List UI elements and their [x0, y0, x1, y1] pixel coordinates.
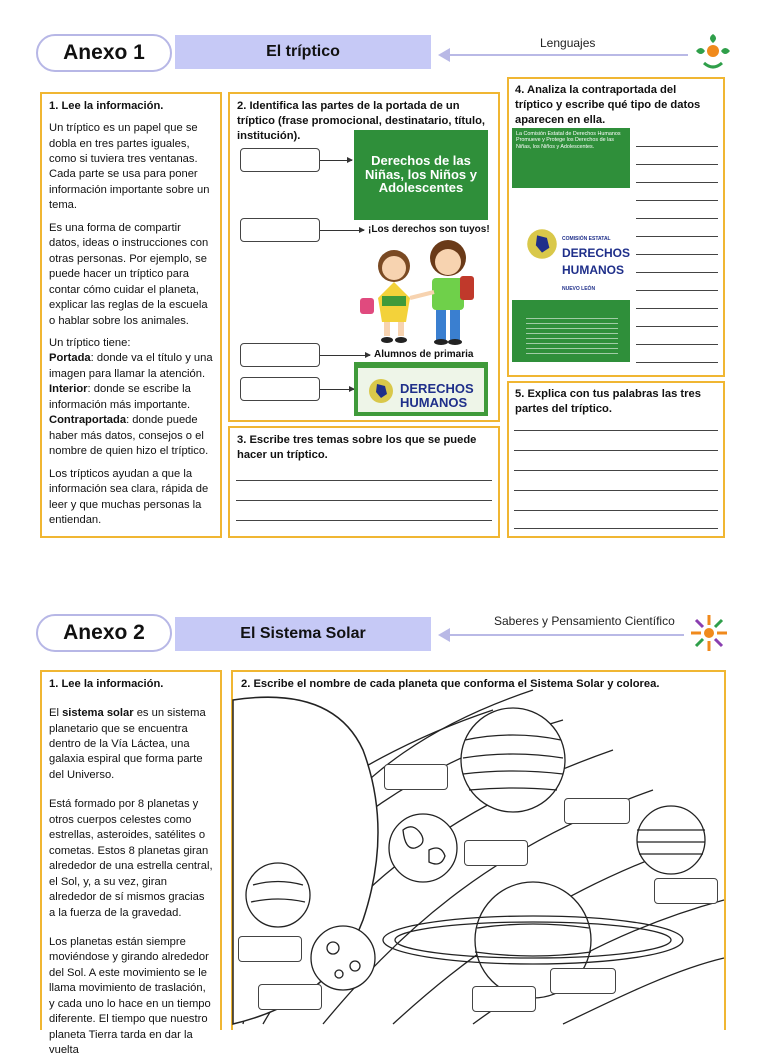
answer-line[interactable]: [514, 490, 718, 491]
answer-box-title[interactable]: [240, 148, 320, 172]
a2-box1-title: 1. Lee la información.: [49, 678, 164, 690]
box5-title: 5. Explica con tus palabras las tres partes del tríptico.: [515, 388, 701, 416]
children-illustration-icon: [356, 236, 486, 350]
mars-shape: [246, 863, 310, 927]
box1-title: 1. Lee la información.: [49, 100, 164, 112]
back-cover-green-panel: [512, 128, 630, 188]
planet-name-box[interactable]: [654, 878, 718, 904]
box2-title: 2. Identifica las partes de la portada de un tríptico (frase promocional, destinatario, título, institución).: [237, 100, 486, 143]
planet-name-box[interactable]: [564, 798, 630, 824]
venus-shape: [311, 926, 375, 990]
parts-intro: Un tríptico tiene:: [49, 337, 131, 349]
answer-line[interactable]: [236, 480, 492, 481]
annex1-box1: [40, 92, 222, 538]
part-term-portada: Portada: [49, 352, 91, 365]
earth-shape: [389, 814, 457, 882]
cover-title-panel: [354, 130, 488, 220]
answer-line[interactable]: [514, 470, 718, 471]
annex2-field: Saberes y Pensamiento Científico: [494, 614, 675, 628]
answer-line[interactable]: [636, 182, 718, 183]
part-text-contraportada: : donde puede haber más datos, consejos o el nombre de quien hizo el tríptico.: [49, 414, 209, 458]
box1-parts: [49, 336, 213, 460]
box1-paragraph-1: Un tríptico es un papel que se dobla en tres partes iguales, como si tuviera tres ventanas. Cada parte se usa para poner información importante sobre un tema.: [49, 122, 210, 212]
back-cover-logo: [562, 228, 630, 295]
answer-line[interactable]: [636, 254, 718, 255]
uranus-shape: [637, 806, 705, 874]
nuevo-leon-map-icon: [368, 378, 394, 404]
answer-line[interactable]: [514, 528, 718, 529]
answer-line[interactable]: [636, 308, 718, 309]
annex2-title: El Sistema Solar: [175, 617, 431, 651]
back-logo-small: COMISIÓN ESTATAL: [562, 236, 611, 242]
a2-box1-paragraph-1: [49, 706, 213, 783]
saberes-logo-icon: [688, 612, 730, 654]
answer-line[interactable]: [514, 450, 718, 451]
jupiter-shape: [461, 708, 565, 812]
back-cover-contact-lines: [526, 318, 618, 354]
cover-institution-logo: [400, 382, 474, 409]
cover-title: Derechos de las Niñas, los Niños y Adolescentes: [365, 153, 477, 196]
answer-box-slogan[interactable]: [240, 218, 320, 242]
annex1-number: Anexo 1: [36, 34, 172, 72]
connector-institution: [320, 389, 354, 390]
answer-line[interactable]: [636, 290, 718, 291]
answer-line[interactable]: [636, 236, 718, 237]
box1-paragraph-4: Los trípticos ayudan a que la información sea clara, rápida de leer y que muchas personas la entiendan.: [49, 467, 209, 526]
answer-line[interactable]: [636, 164, 718, 165]
a2-p1-bold: sistema solar: [62, 707, 134, 720]
answer-line[interactable]: [636, 146, 718, 147]
cover-logo-line1: DERECHOS: [400, 381, 474, 396]
planet-name-box[interactable]: [464, 840, 528, 866]
annex1-field: Lenguajes: [540, 36, 596, 50]
cover-logo-line2: HUMANOS: [400, 394, 468, 410]
answer-line[interactable]: [236, 500, 492, 501]
part-text-portada: : donde va el título y una imagen para llamar la atención.: [49, 352, 213, 380]
cover-audience: Alumnos de primaria: [374, 349, 474, 360]
back-logo-line2: HUMANOS: [562, 262, 624, 277]
nuevo-leon-map-icon: [526, 228, 558, 260]
annex1-arrow: [440, 54, 688, 56]
answer-box-institution[interactable]: [240, 377, 320, 401]
a2-p1-post: es un sistema planetario que se encuentra dentro de la Vía Láctea, una galaxia espiral que forma parte del Universo.: [49, 707, 206, 781]
back-logo-line1: DERECHOS: [562, 245, 631, 260]
answer-line[interactable]: [636, 344, 718, 345]
back-logo-sub: NUEVO LEÓN: [562, 286, 596, 293]
lenguajes-logo-icon: [692, 30, 734, 72]
part-term-contraportada: Contraportada: [49, 414, 127, 427]
box4-title: 4. Analiza la contraportada del tríptico y escribe qué tipo de datos aparecen en ella.: [515, 84, 701, 127]
answer-line[interactable]: [636, 218, 718, 219]
connector-audience: [320, 355, 370, 356]
answer-line[interactable]: [514, 510, 718, 511]
answer-line[interactable]: [636, 326, 718, 327]
answer-box-audience[interactable]: [240, 343, 320, 367]
answer-line[interactable]: [636, 362, 718, 363]
a2-box1-paragraph-3: Los planetas están siempre moviéndose y girando alrededor del Sol. A este movimiento se le llama movimiento de traslación, y cada uno lo hace en un tiempo diferente. El tiempo que nuestro planeta Tierra tarda en dar la vuelta: [49, 936, 211, 1057]
annex1-box3: [228, 426, 500, 538]
box3-title: 3. Escribe tres temas sobre los que se puede hacer un tríptico.: [237, 434, 477, 462]
saturn-shape: [383, 882, 683, 998]
planet-name-box[interactable]: [472, 986, 536, 1012]
a2-p1-pre: El: [49, 707, 63, 720]
answer-line[interactable]: [514, 430, 718, 431]
a2-box1-paragraph-2: Está formado por 8 planetas y otros cuerpos celestes como estrellas, asteroides, satélites o cometas. Estos 8 planetas giran alrededor de una estrella central, el Sol, y, a su vez, giran alrededor de sí mismos gracias a la fuerza de la gravedad.: [49, 798, 213, 919]
box1-paragraph-2: Es una forma de compartir datos, ideas o instrucciones con otras personas. Por ejemplo, se puede hacer un tríptico para contar cómo cuidar el planeta, explicar las reglas de la escuela o hablar sobre los animales.: [49, 221, 209, 327]
back-cover-text: La Comisión Estatal de Derechos Humanos Promueve y Protege los Derechos de las Niñas, los Niños y Adolescentes.: [516, 131, 621, 150]
cover-slogan: ¡Los derechos son tuyos!: [368, 224, 490, 235]
connector-slogan: [320, 230, 364, 231]
part-term-interior: Interior: [49, 383, 88, 396]
annex1-box5: [507, 381, 725, 538]
annex2-number: Anexo 2: [36, 614, 172, 652]
connector-title: [320, 160, 352, 161]
answer-line[interactable]: [636, 200, 718, 201]
planet-name-box[interactable]: [238, 936, 302, 962]
part-text-interior: : donde se escribe la información más importante.: [49, 383, 191, 411]
planet-name-box[interactable]: [384, 764, 448, 790]
annex1-title: El tríptico: [175, 35, 431, 69]
annex2-arrow: [440, 634, 684, 636]
planet-name-box[interactable]: [550, 968, 616, 994]
answer-line[interactable]: [636, 272, 718, 273]
a2-box2-title: 2. Escribe el nombre de cada planeta que conforma el Sistema Solar y colorea.: [241, 678, 660, 690]
answer-line[interactable]: [236, 520, 492, 521]
annex2-box1: [40, 670, 222, 1057]
planet-name-box[interactable]: [258, 984, 322, 1010]
